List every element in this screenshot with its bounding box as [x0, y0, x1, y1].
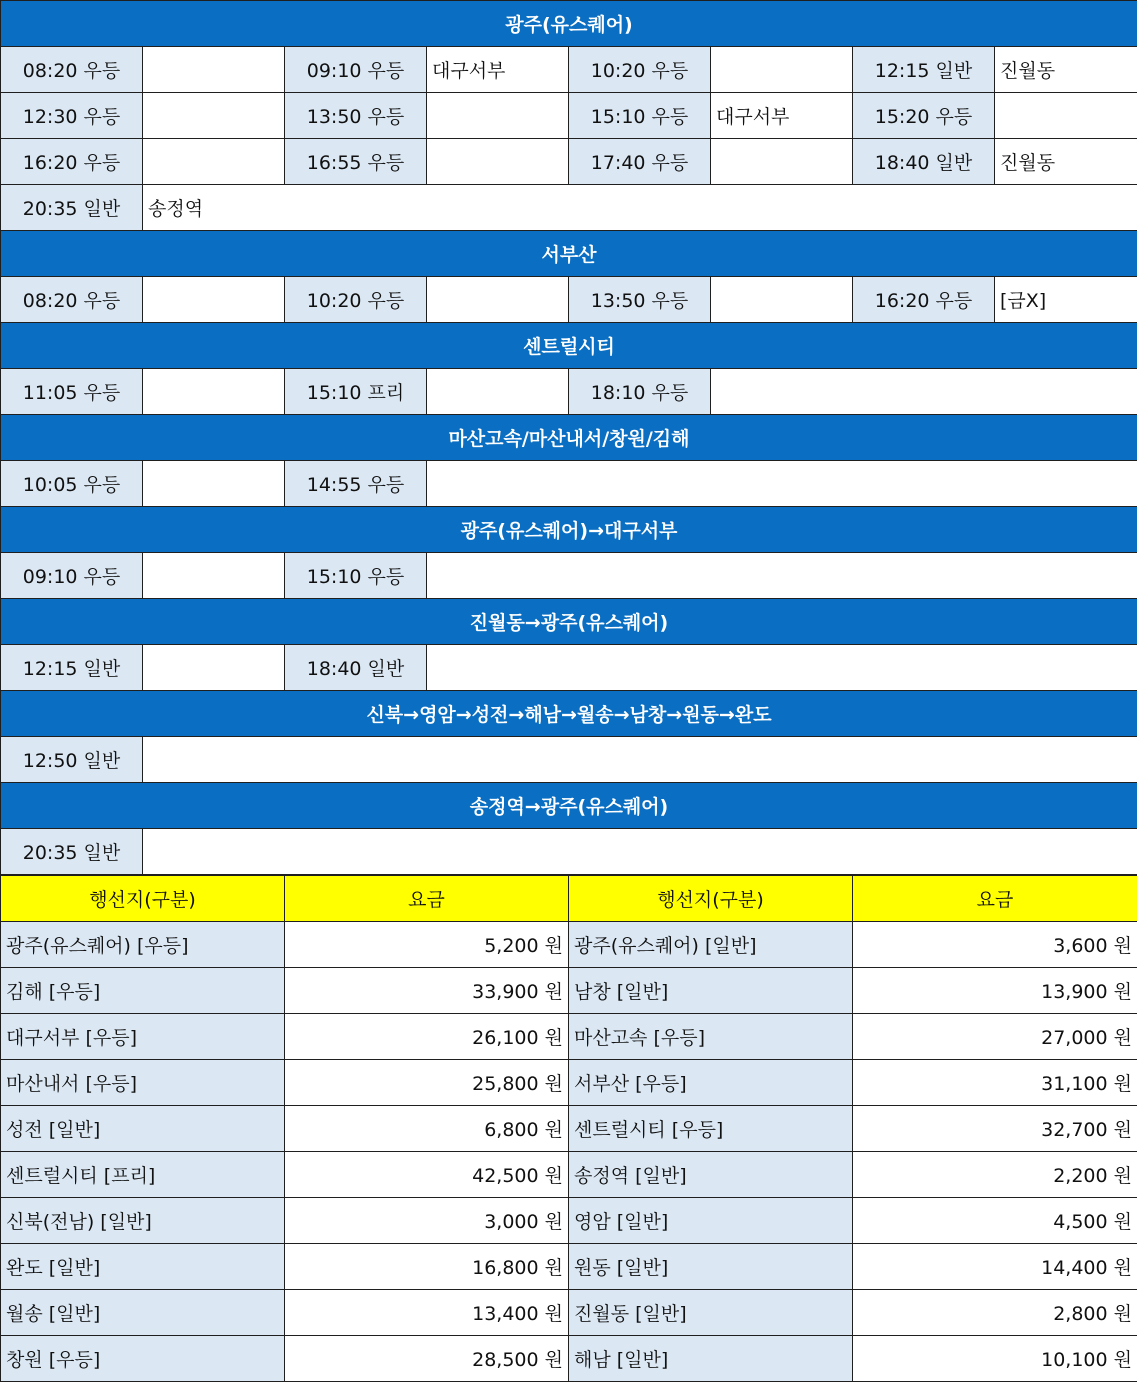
fare-row: [1, 1106, 1137, 1152]
section-header-row: [1, 783, 1137, 829]
fare-price: 25,800 원: [285, 1060, 569, 1106]
fare-destination: 창원 [우등]: [1, 1336, 285, 1382]
fare-price: 10,100 원: [853, 1336, 1137, 1382]
section-title: 마산고속/마산내서/창원/김해: [1, 415, 1137, 461]
departure-note: [143, 461, 285, 507]
departure-time: 16:20 우등: [853, 277, 995, 323]
fare-price: 2,200 원: [853, 1152, 1137, 1198]
departure-time: 08:20 우등: [1, 277, 143, 323]
fare-destination: 진월동 [일반]: [569, 1290, 853, 1336]
fare-price: 28,500 원: [285, 1336, 569, 1382]
departure-note: [711, 47, 853, 93]
fare-header-row: [1, 876, 1137, 922]
departure-time: 20:35 일반: [1, 829, 143, 875]
fare-header-destination: 행선지(구분): [1, 876, 285, 922]
fare-price: 31,100 원: [853, 1060, 1137, 1106]
schedule-row: [1, 277, 1137, 323]
departure-time: 11:05 우등: [1, 369, 143, 415]
departure-time: 18:10 우등: [569, 369, 711, 415]
departure-note: [143, 369, 285, 415]
departure-note: [143, 553, 285, 599]
fare-destination: 마산내서 [우등]: [1, 1060, 285, 1106]
fare-destination: 송정역 [일반]: [569, 1152, 853, 1198]
schedule-row: [1, 737, 1137, 783]
departure-note: [427, 369, 569, 415]
section-title: 송정역→광주(유스퀘어): [1, 783, 1137, 829]
departure-note: [427, 645, 1137, 691]
departure-note: [427, 93, 569, 139]
departure-time: 10:20 우등: [569, 47, 711, 93]
departure-time: 15:10 프리: [285, 369, 427, 415]
departure-note: 대구서부: [427, 47, 569, 93]
departure-note: [711, 277, 853, 323]
section-title: 신북→영암→성전→해남→월송→남창→원동→완도: [1, 691, 1137, 737]
departure-time: 12:15 일반: [1, 645, 143, 691]
fare-destination: 마산고속 [우등]: [569, 1014, 853, 1060]
schedule-row: [1, 369, 1137, 415]
departure-time: 13:50 우등: [285, 93, 427, 139]
departure-note: [143, 277, 285, 323]
fare-row: [1, 1060, 1137, 1106]
fare-price: 6,800 원: [285, 1106, 569, 1152]
departure-note: [143, 829, 1137, 875]
schedule-row: [1, 139, 1137, 185]
fare-destination: 해남 [일반]: [569, 1336, 853, 1382]
schedule-row: [1, 47, 1137, 93]
fare-price: 13,400 원: [285, 1290, 569, 1336]
section-title: 광주(유스퀘어)→대구서부: [1, 507, 1137, 553]
departure-time: 14:55 우등: [285, 461, 427, 507]
fare-price: 42,500 원: [285, 1152, 569, 1198]
fare-destination: 광주(유스퀘어) [일반]: [569, 922, 853, 968]
fare-row: [1, 1336, 1137, 1382]
section-header-row: [1, 691, 1137, 737]
fare-destination: 성전 [일반]: [1, 1106, 285, 1152]
fare-header-price: 요금: [853, 876, 1137, 922]
fare-destination: 신북(전남) [일반]: [1, 1198, 285, 1244]
departure-time: 15:10 우등: [285, 553, 427, 599]
fare-table: [0, 875, 1137, 1382]
fare-price: 32,700 원: [853, 1106, 1137, 1152]
fare-price: 33,900 원: [285, 968, 569, 1014]
fare-row: [1, 968, 1137, 1014]
departure-note: [427, 139, 569, 185]
departure-time: 18:40 일반: [285, 645, 427, 691]
schedule-row: [1, 93, 1137, 139]
fare-row: [1, 1152, 1137, 1198]
departure-note: [995, 93, 1137, 139]
section-header-row: [1, 415, 1137, 461]
departure-time: 10:05 우등: [1, 461, 143, 507]
departure-time: 09:10 우등: [285, 47, 427, 93]
departure-note: [711, 369, 1137, 415]
fare-price: 3,600 원: [853, 922, 1137, 968]
departure-time: 12:50 일반: [1, 737, 143, 783]
departure-time: 16:55 우등: [285, 139, 427, 185]
schedule-row: [1, 461, 1137, 507]
fare-destination: 광주(유스퀘어) [우등]: [1, 922, 285, 968]
departure-note: [427, 461, 1137, 507]
fare-destination: 김해 [우등]: [1, 968, 285, 1014]
fare-row: [1, 1198, 1137, 1244]
departure-time: 10:20 우등: [285, 277, 427, 323]
fare-destination: 월송 [일반]: [1, 1290, 285, 1336]
fare-destination: 남창 [일반]: [569, 968, 853, 1014]
departure-time: 20:35 일반: [1, 185, 143, 231]
departure-note: 대구서부: [711, 93, 853, 139]
fare-row: [1, 1244, 1137, 1290]
departure-time: 09:10 우등: [1, 553, 143, 599]
fare-destination: 센트럴시티 [프리]: [1, 1152, 285, 1198]
departure-note: [427, 277, 569, 323]
fare-price: 5,200 원: [285, 922, 569, 968]
section-header-row: [1, 599, 1137, 645]
section-header-row: [1, 323, 1137, 369]
departure-time: 18:40 일반: [853, 139, 995, 185]
departure-note: [143, 47, 285, 93]
departure-note: [143, 93, 285, 139]
section-title: 진월동→광주(유스퀘어): [1, 599, 1137, 645]
departure-note: [금X]: [995, 277, 1137, 323]
departure-note: [143, 737, 1137, 783]
departure-time: 13:50 우등: [569, 277, 711, 323]
departure-time: 15:10 우등: [569, 93, 711, 139]
section-header-row: [1, 231, 1137, 277]
fare-row: [1, 1014, 1137, 1060]
fare-price: 14,400 원: [853, 1244, 1137, 1290]
departure-note: 진월동: [995, 47, 1137, 93]
section-title: 광주(유스퀘어): [1, 1, 1137, 47]
departure-note: 송정역: [143, 185, 1137, 231]
departure-time: 08:20 우등: [1, 47, 143, 93]
fare-destination: 대구서부 [우등]: [1, 1014, 285, 1060]
schedule-row: [1, 553, 1137, 599]
departure-time: 15:20 우등: [853, 93, 995, 139]
fare-row: [1, 922, 1137, 968]
schedule-row: [1, 829, 1137, 875]
fare-price: 3,000 원: [285, 1198, 569, 1244]
departure-note: [143, 645, 285, 691]
departure-time: 16:20 우등: [1, 139, 143, 185]
fare-price: 26,100 원: [285, 1014, 569, 1060]
departure-note: [143, 139, 285, 185]
fare-destination: 원동 [일반]: [569, 1244, 853, 1290]
schedule-row: [1, 645, 1137, 691]
schedule-row: [1, 185, 1137, 231]
fare-price: 27,000 원: [853, 1014, 1137, 1060]
section-header-row: [1, 507, 1137, 553]
fare-price: 13,900 원: [853, 968, 1137, 1014]
fare-row: [1, 1290, 1137, 1336]
fare-header-destination: 행선지(구분): [569, 876, 853, 922]
departure-time: 12:15 일반: [853, 47, 995, 93]
departure-note: 진월동: [995, 139, 1137, 185]
fare-destination: 서부산 [우등]: [569, 1060, 853, 1106]
fare-destination: 완도 [일반]: [1, 1244, 285, 1290]
departure-note: [711, 139, 853, 185]
departure-time: 12:30 우등: [1, 93, 143, 139]
section-title: 서부산: [1, 231, 1137, 277]
fare-price: 16,800 원: [285, 1244, 569, 1290]
departure-time: 17:40 우등: [569, 139, 711, 185]
section-header-row: [1, 1, 1137, 47]
fare-header-price: 요금: [285, 876, 569, 922]
departure-note: [427, 553, 1137, 599]
fare-price: 2,800 원: [853, 1290, 1137, 1336]
section-title: 센트럴시티: [1, 323, 1137, 369]
fare-price: 4,500 원: [853, 1198, 1137, 1244]
fare-destination: 영암 [일반]: [569, 1198, 853, 1244]
fare-destination: 센트럴시티 [우등]: [569, 1106, 853, 1152]
